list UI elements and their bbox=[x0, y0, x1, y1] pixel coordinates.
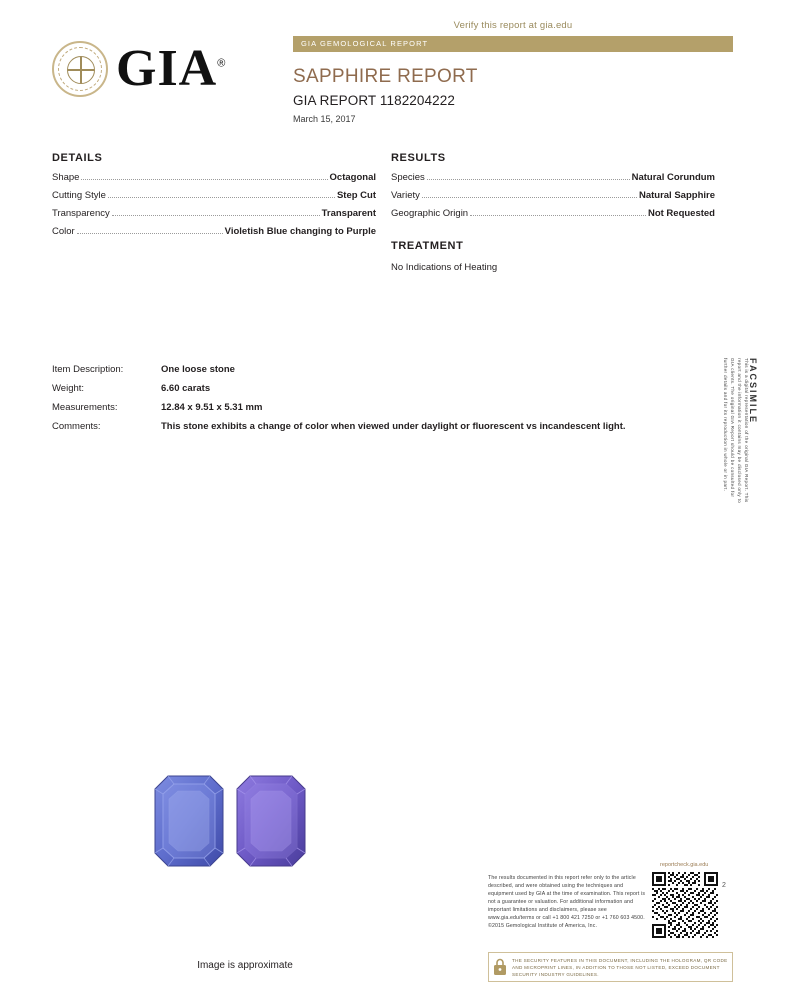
qr-code-graphic bbox=[652, 872, 718, 938]
report-number: GIA REPORT 1182204222 bbox=[293, 93, 455, 108]
details-row bbox=[52, 172, 376, 183]
item-row bbox=[52, 364, 712, 375]
details-row-value: Transparent bbox=[321, 208, 376, 219]
verify-report-text: Verify this report at gia.edu bbox=[453, 20, 573, 31]
gold-header-bar: GIA GEMOLOGICAL REPORT bbox=[293, 36, 733, 52]
results-row-label: Geographic Origin bbox=[391, 208, 469, 219]
treatment-text: No Indications of Heating bbox=[391, 262, 498, 273]
dot-leader bbox=[427, 172, 630, 180]
report-date: March 15, 2017 bbox=[293, 114, 356, 124]
item-row bbox=[52, 402, 712, 413]
details-list bbox=[52, 172, 376, 244]
dot-leader bbox=[470, 208, 646, 216]
facsimile-title: FACSIMILE bbox=[748, 358, 758, 425]
facsimile-notice bbox=[723, 358, 764, 508]
dot-leader bbox=[77, 226, 223, 234]
item-row-label: Comments: bbox=[52, 421, 101, 432]
item-row bbox=[52, 383, 712, 394]
gia-seal-icon bbox=[52, 41, 108, 97]
details-row bbox=[52, 226, 376, 237]
item-row-value: This stone exhibits a change of color when viewed under daylight or fluorescent vs incandescent light. bbox=[161, 421, 626, 432]
details-row-value: Violetish Blue changing to Purple bbox=[224, 226, 376, 237]
item-row-value: One loose stone bbox=[161, 364, 235, 375]
legal-disclaimer: The results documented in this report refer only to the article described, and were obtained using the techniques and equipment used by GIA at the time of examination. This report is not a guarantee or valuation. For additional information and important limitations and disclaimers, please see www.gia.edu/terms or call +1 800 421 7250 or +1 760 603 4500. ©2015 Gemological Institute of America, Inc. bbox=[488, 875, 646, 929]
results-row-value: Natural Sapphire bbox=[638, 190, 715, 201]
security-features-text: THE SECURITY FEATURES IN THIS DOCUMENT, INCLUDING THE HOLOGRAM, QR CODE AND MICROPRINT LINES, IN ADDITION TO THOSE NOT LISTED, EXCEED DOCUMENT SECURITY INDUSTRY GUIDELINES. bbox=[512, 957, 728, 977]
results-row-label: Species bbox=[391, 172, 425, 183]
dot-leader bbox=[108, 190, 335, 198]
details-row bbox=[52, 190, 376, 201]
details-row-label: Cutting Style bbox=[52, 190, 106, 201]
results-list bbox=[391, 172, 715, 226]
results-row bbox=[391, 208, 715, 219]
details-row bbox=[52, 208, 376, 219]
qr-code[interactable] bbox=[652, 872, 718, 938]
details-row-label: Color bbox=[52, 226, 75, 237]
security-features-box bbox=[488, 952, 733, 982]
results-row bbox=[391, 172, 715, 183]
gia-logo-text bbox=[116, 40, 227, 97]
item-row bbox=[52, 421, 712, 432]
details-row-label: Shape bbox=[52, 172, 80, 183]
results-row-value: Not Requested bbox=[647, 208, 715, 219]
reportcheck-url[interactable]: reportcheck.gia.edu bbox=[660, 862, 709, 868]
item-row-label: Measurements: bbox=[52, 402, 118, 413]
details-row-label: Transparency bbox=[52, 208, 110, 219]
results-row bbox=[391, 190, 715, 201]
report-title: SAPPHIRE REPORT bbox=[293, 66, 478, 87]
treatment-heading: TREATMENT bbox=[391, 240, 464, 252]
results-row-label: Variety bbox=[391, 190, 420, 201]
gemstone-image-incandescent bbox=[236, 775, 306, 867]
registered-mark: ® bbox=[217, 57, 227, 70]
details-row-value: Step Cut bbox=[336, 190, 376, 201]
gemstone-image-daylight bbox=[154, 775, 224, 867]
gia-logo-letters: GIA bbox=[116, 40, 218, 97]
qr-side-mark: 2 bbox=[722, 882, 726, 889]
gemstone-images bbox=[150, 770, 330, 880]
item-row-value: 6.60 carats bbox=[161, 383, 211, 394]
dot-leader bbox=[81, 172, 327, 180]
dot-leader bbox=[422, 190, 637, 198]
results-heading: RESULTS bbox=[391, 152, 446, 164]
details-heading: DETAILS bbox=[52, 152, 103, 164]
image-caption: Image is approximate bbox=[197, 960, 293, 971]
item-row-value: 12.84 x 9.51 x 5.31 mm bbox=[161, 402, 263, 413]
item-row-label: Weight: bbox=[52, 383, 85, 394]
item-row-label: Item Description: bbox=[52, 364, 124, 375]
lock-icon bbox=[493, 958, 507, 976]
results-row-value: Natural Corundum bbox=[631, 172, 715, 183]
dot-leader bbox=[112, 208, 320, 216]
facsimile-body: This is a digital representation of the original GIA Report. This report and the information it contains may be disclosed only to GIA clients. The original GIA Report should be consulted for further details and for its reproduction in whole or in part. bbox=[723, 358, 749, 504]
gia-logo bbox=[52, 40, 252, 98]
item-details-block bbox=[52, 364, 712, 440]
details-row-value: Octagonal bbox=[329, 172, 376, 183]
